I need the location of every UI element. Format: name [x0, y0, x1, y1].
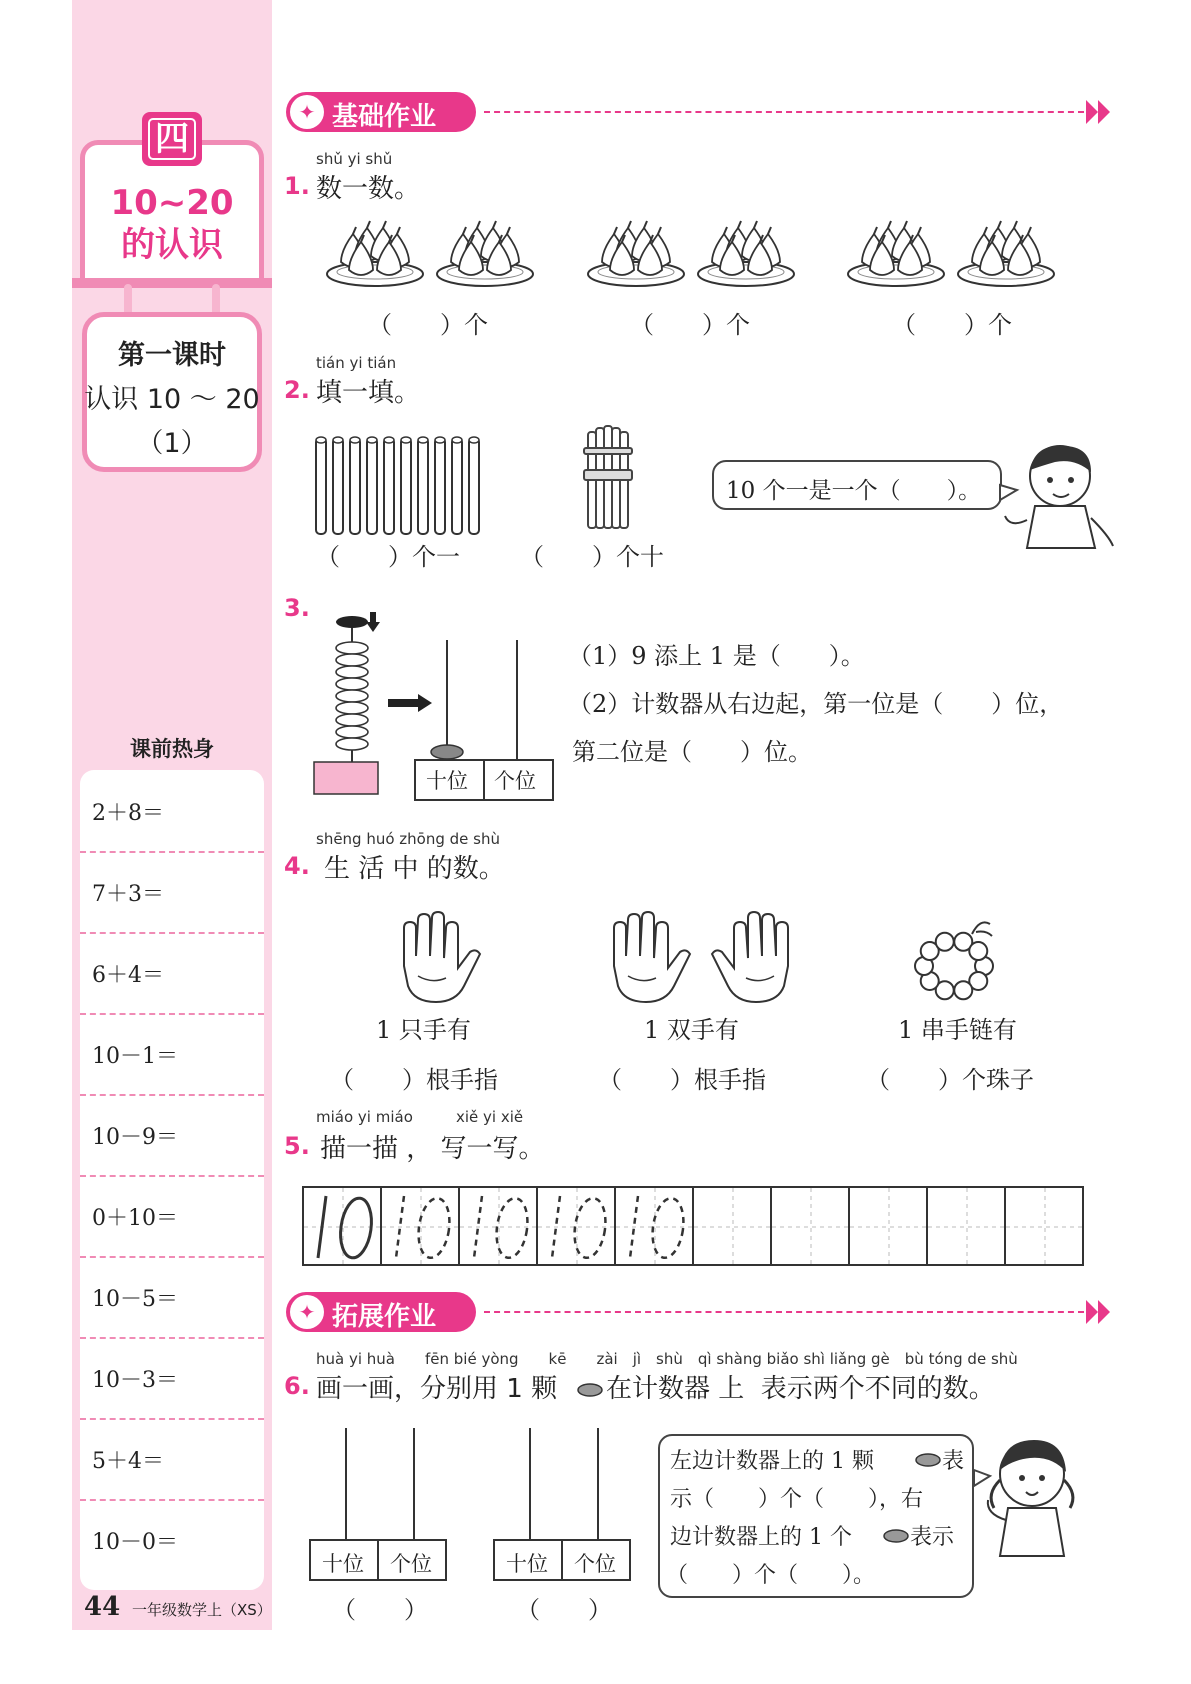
- q1-pinyin: shǔ yi shǔ: [316, 150, 393, 168]
- section-extend-title: 拓展作业: [332, 1302, 437, 1332]
- arrow-icon: [1098, 1300, 1110, 1324]
- q4-label-1: 1 只手有: [376, 1016, 471, 1044]
- chapter-title-line2: 的认识: [121, 225, 223, 265]
- q2-number: 2.: [284, 376, 310, 404]
- q2-answer-1: （ ）个一: [316, 543, 460, 571]
- q6-bubble-line1: 左边计数器上的 1 颗: [670, 1449, 874, 1474]
- warmup-problem: 10－3＝: [92, 1368, 178, 1393]
- pear-plate-icon: [698, 221, 794, 286]
- q1-answer-1: （ ）个: [368, 311, 488, 339]
- q4-pinyin: shēng huó zhōng de shù: [316, 830, 501, 848]
- q1-number: 1.: [284, 172, 310, 200]
- writing-cell[interactable]: [1006, 1188, 1084, 1266]
- q3-tens-label: 十位: [426, 769, 468, 793]
- q2-bubble-text: 10 个一是一个（ ）。: [726, 478, 982, 504]
- ten-sticks-icon: [312, 432, 512, 542]
- q5-number: 5.: [284, 1132, 310, 1160]
- hand-icon: [708, 906, 808, 1006]
- writing-cell[interactable]: [460, 1188, 538, 1266]
- q2-answer-2: （ ）个十: [520, 543, 664, 571]
- lightbulb-icon: ✦: [290, 1295, 324, 1329]
- warmup-problem: 10－9＝: [92, 1125, 178, 1150]
- q6-speech-bubble: [658, 1434, 974, 1598]
- bead-icon: [914, 1452, 942, 1468]
- warmup-problem: 10－1＝: [92, 1044, 178, 1069]
- q6-text-b: 在计数器 上 表示两个不同的数。: [606, 1374, 995, 1404]
- warmup-problem: 5＋4＝: [92, 1449, 164, 1474]
- q6-bubble-line1b: 表: [942, 1449, 965, 1474]
- q1-text: 数一数。: [316, 174, 421, 204]
- q3-line3: 第二位是（ ）位。: [572, 738, 812, 766]
- writing-cell[interactable]: [694, 1188, 772, 1266]
- q4-number: 4.: [284, 852, 310, 880]
- section-basic-title: 基础作业: [332, 102, 437, 132]
- lesson-line2: 认识 10 ～ 20: [84, 384, 260, 415]
- q5-pinyin-2: xiě yi xiě: [456, 1108, 524, 1126]
- q6-bubble-line4: （ ）个（ ）。: [666, 1563, 876, 1588]
- q4-answer-2: （ ）根手指: [598, 1066, 766, 1094]
- writing-cell[interactable]: [928, 1188, 1006, 1266]
- q4-label-2: 1 双手有: [644, 1016, 739, 1044]
- warmup-problem: 6＋4＝: [92, 963, 164, 988]
- q3-line1: （1）9 添上 1 是（ ）。: [568, 642, 865, 670]
- q4-answer-1: （ ）根手指: [330, 1066, 498, 1094]
- hand-icon: [594, 906, 694, 1006]
- lesson-line3: （1）: [136, 428, 208, 459]
- stick-bundle-icon: [580, 424, 640, 534]
- q1-answer-3: （ ）个: [892, 311, 1012, 339]
- q6-right-ones: 个位: [574, 1552, 616, 1576]
- q6-left-blank: （ ）: [332, 1596, 428, 1624]
- q6-pinyin: huà yi huà fēn bié yòng kē zài jì shù qì shàng biǎo shì liǎng gè bù tóng de shù: [316, 1350, 1018, 1368]
- pear-plate-icon: [848, 221, 944, 286]
- writing-cell[interactable]: [772, 1188, 850, 1266]
- hand-icon: [384, 906, 484, 1006]
- writing-cell[interactable]: [538, 1188, 616, 1266]
- q6-text-a: 画一画，分别用 1 颗: [316, 1374, 558, 1404]
- writing-cell[interactable]: [616, 1188, 694, 1266]
- q5-text: 描一描 ， 写一写。: [320, 1134, 545, 1164]
- book-title: 一年级数学上（XS）: [132, 1601, 272, 1619]
- arrow-icon: [1086, 1300, 1098, 1324]
- writing-cell[interactable]: [304, 1188, 382, 1266]
- q2-speech-bubble: [712, 460, 1002, 510]
- q3-line2: （2）计数器从右边起，第一位是（ ）位，: [568, 690, 1064, 718]
- section-extend-header: [286, 1292, 1116, 1332]
- q3-number: 3.: [284, 594, 310, 622]
- q4-answer-3: （ ）个珠子: [866, 1066, 1034, 1094]
- q1-answer-2: （ ）个: [630, 311, 750, 339]
- q4-label-3: 1 串手链有: [898, 1016, 1017, 1044]
- pear-plate-icon: [437, 221, 533, 286]
- q6-left-tens: 十位: [322, 1552, 364, 1576]
- q6-right-blank: （ ）: [516, 1596, 612, 1624]
- lightbulb-icon: ✦: [290, 95, 324, 129]
- warmup-problem: 7＋3＝: [92, 882, 164, 907]
- boy-icon: [1005, 440, 1125, 550]
- unit-badge: 四: [142, 112, 202, 166]
- chapter-title-line1: 10~20: [110, 183, 234, 223]
- q6-number: 6.: [284, 1372, 310, 1400]
- girl-icon: [980, 1430, 1080, 1560]
- q2-pinyin: tián yi tián: [316, 354, 397, 372]
- lesson-line1: 第一课时: [118, 340, 226, 371]
- q2-text: 填一填。: [316, 378, 421, 408]
- q3-ones-label: 个位: [494, 769, 536, 793]
- bracelet-icon: [910, 910, 1010, 1010]
- q6-right-tens: 十位: [506, 1552, 548, 1576]
- q6-bubble-line3b: 表示: [910, 1525, 955, 1550]
- writing-grid: [302, 1186, 1084, 1266]
- writing-cell[interactable]: [382, 1188, 460, 1266]
- pear-plate-icon: [588, 221, 684, 286]
- pear-plate-icon: [327, 221, 423, 286]
- warmup-title: 课前热身: [130, 737, 214, 761]
- q5-pinyin-1: miáo yi miáo: [316, 1108, 413, 1126]
- bead-icon: [882, 1528, 910, 1544]
- page-number: 44: [84, 1592, 121, 1622]
- q6-bubble-line3: 边计数器上的 1 个: [670, 1525, 852, 1550]
- bead-icon: [576, 1382, 604, 1398]
- warmup-problem: 10－5＝: [92, 1287, 178, 1312]
- warmup-problem: 10－0＝: [92, 1530, 178, 1555]
- pear-plate-icon: [958, 221, 1054, 286]
- q6-bubble-line2: 示（ ）个（ ），右: [670, 1487, 924, 1512]
- warmup-problem: 2＋8＝: [92, 801, 164, 826]
- q4-text: 生 活 中 的数。: [324, 854, 505, 884]
- q6-left-ones: 个位: [390, 1552, 432, 1576]
- section-divider: [484, 1311, 1084, 1313]
- writing-cell[interactable]: [850, 1188, 928, 1266]
- warmup-problem: 0＋10＝: [92, 1206, 178, 1231]
